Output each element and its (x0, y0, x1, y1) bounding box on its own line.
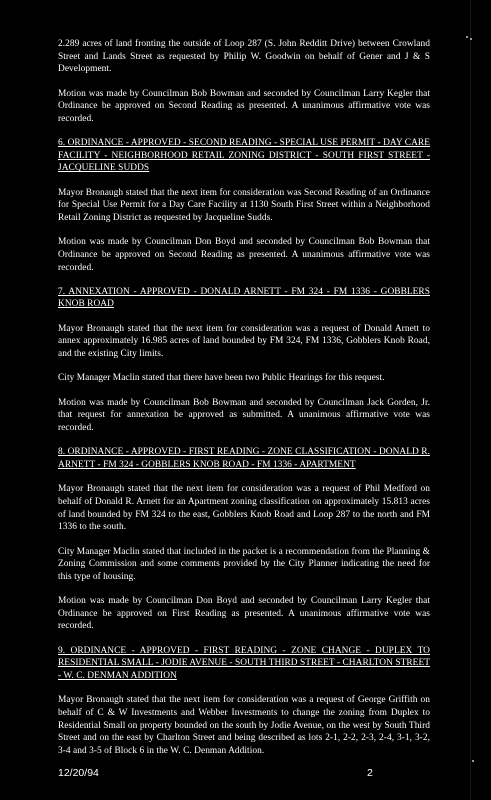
body-paragraph: Motion was made by Councilman Don Boyd and seconded by Councilman Larry Kegler that Ordinance be approved on First Reading as presented. A unanimous affirmative vote was recorded. (58, 596, 430, 632)
body-paragraph: City Manager Maclin stated that there have been two Public Hearings for this request. (58, 373, 385, 384)
body-paragraph: Motion was made by Councilman Bob Bowman and seconded by Councilman Larry Kegler that Ordinance be approved on Second Reading as presented. A unanimous affirmative vote was recorded. (58, 88, 430, 124)
body-paragraph: 2.289 acres of land fronting the outside of Loop 287 (S. John Redditt Drive) between Crowland Street and Lands Street as requested by Philip W. Goodwin on behalf of Gener and J & S Development. (58, 39, 430, 75)
agenda-item-heading: 9. ORDINANCE - APPROVED - FIRST READING - ZONE CHANGE - DUPLEX TO RESIDENTIAL SMALL - JODIE AVENUE - SOUTH THIRD STREET - CHARLTON STREET - W. C. DENMAN ADDITION (58, 645, 430, 681)
body-paragraph: Mayor Bronaugh stated that the next item for consideration was a request of George Griffith on behalf of C & W Investments and Webber Investments to change the zoning from Duplex to Residential Small on property bounded on the south by Jodie Avenue, on the west by South Third Street and on the east by Charlton Street and being described as lots 2-1, 2-2, 2-3, 2-4, 3-1, 3-2, 3-4 and 3-5 of Block 6 in the W. C. Denman Addition. (58, 695, 430, 756)
scan-edge (470, 0, 471, 800)
body-paragraph: Motion was made by Councilman Don Boyd and seconded by Councilman Bob Bowman that Ordinance be approved on Second Reading as presented. A unanimous affirmative vote was recorded. (58, 237, 430, 273)
body-paragraph: Mayor Bronaugh stated that the next item for consideration was a request of Phil Medford on behalf of Donald R. Arnett for an Apartment zoning classification on approximately 15.813 acres of land bounded by FM 324 to the east, Gobblers Knob Road and Loop 287 to the north and FM 1336 to the south. (58, 484, 430, 533)
agenda-item-heading: 8. ORDINANCE - APPROVED - FIRST READING - ZONE CLASSIFICATION - DONALD R. ARNETT - FM 324 - GOBBLERS KNOB ROAD - FM 1336 - APARTMENT (58, 447, 430, 471)
minutes-body (58, 38, 430, 769)
body-paragraph: City Manager Maclin stated that included in the packet is a recommendation from the Planning & Zoning Commission and some comments provided by the City Planner indicating the need for this type of housing. (58, 546, 430, 582)
agenda-item-heading: 7. ANNEXATION - APPROVED - DONALD ARNETT - FM 324 - FM 1336 - GOBBLERS KNOB ROAD (58, 286, 430, 310)
scan-speck (472, 760, 474, 762)
body-paragraph: Motion was made by Councilman Bob Bowman and seconded by Councilman Jack Gorden, Jr. that request for annexation be approved as submitted. A unanimous affirmative vote was recorded. (58, 397, 430, 434)
body-paragraph: Mayor Bronaugh stated that the next item for consideration was a request of Donald Arnett to annex approximately 16.985 acres of land bounded by FM 324, FM 1336, Gobblers Knob Road, and the existing City limits. (58, 323, 430, 360)
page-number: 2 (367, 767, 373, 779)
body-paragraph: Mayor Bronaugh stated that the next item for consideration was Second Reading of an Ordinance for Special Use Permit for a Day Care Facility at 1130 South First Street within a Neighborhood Retail Zoning District as requested by Jacqueline Sudds. (58, 187, 430, 223)
scan-speck (466, 36, 468, 38)
scan-speck (470, 38, 472, 40)
footer-date: 12/20/94 (58, 767, 99, 779)
agenda-item-heading: 6. ORDINANCE - APPROVED - SECOND READING - SPECIAL USE PERMIT - DAY CARE FACILITY - NEIGHBORHOOD RETAIL ZONING DISTRICT - SOUTH FIRST STREET - JACQUELINE SUDDS (58, 138, 430, 174)
